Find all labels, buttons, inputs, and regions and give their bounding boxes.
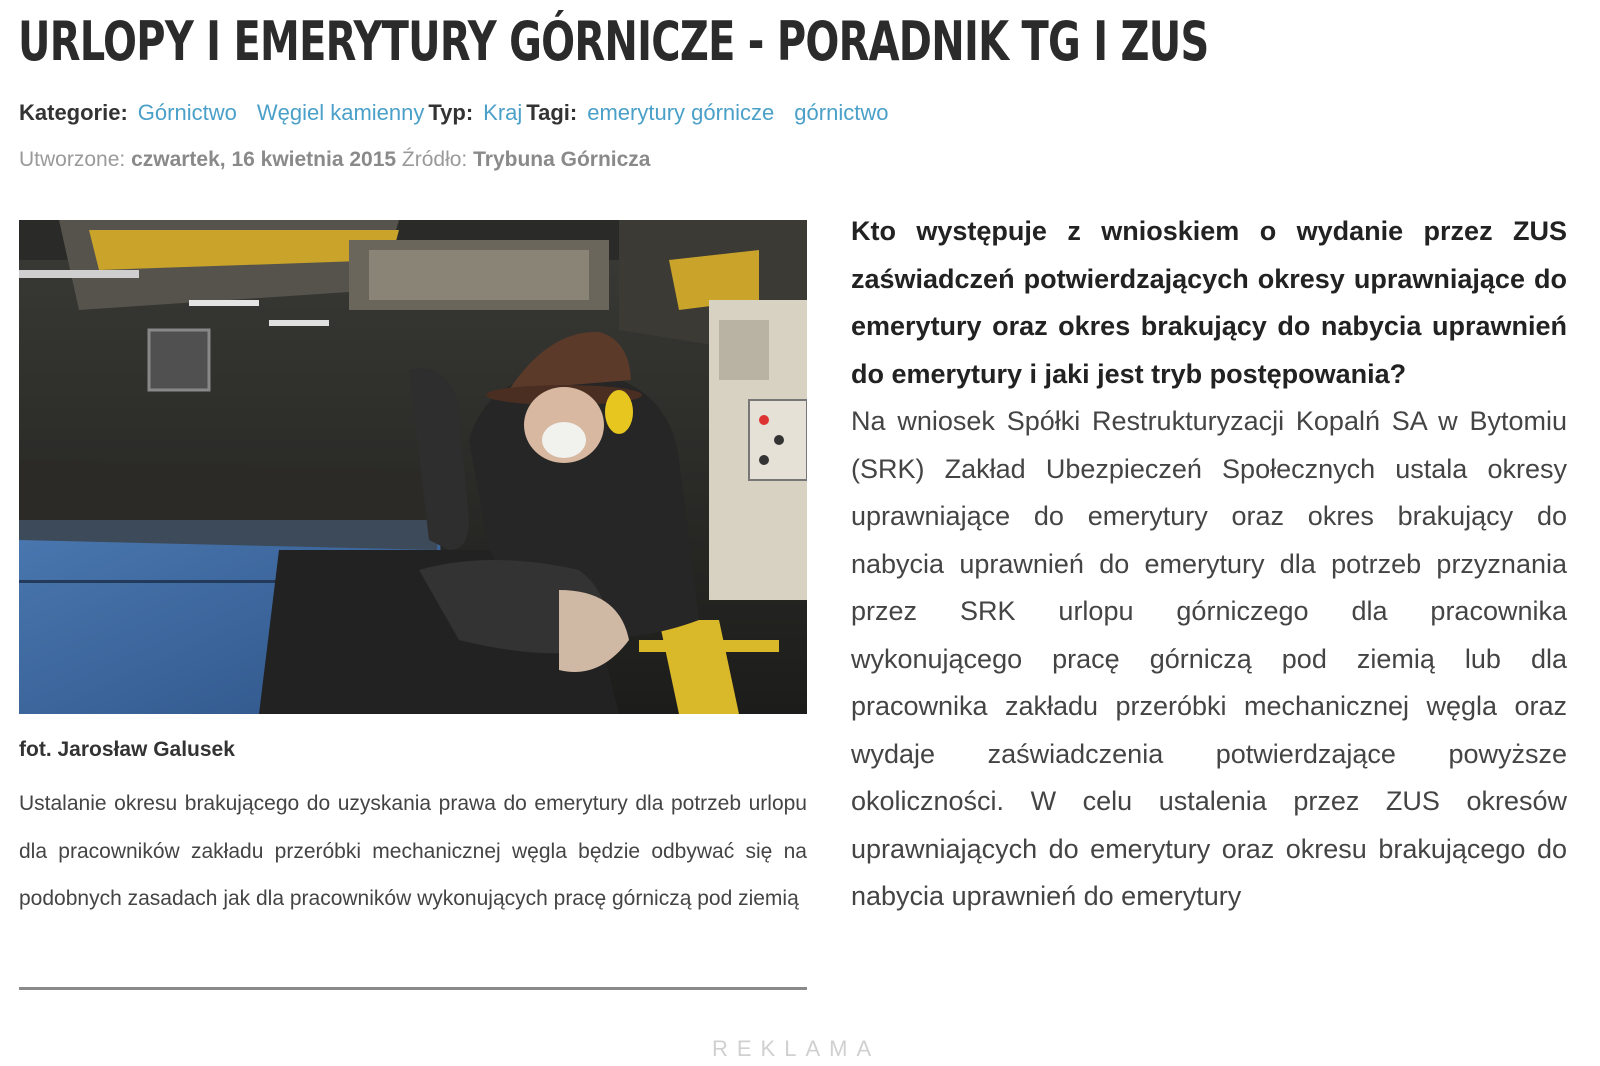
article-question: Kto występuje z wnioskiem o wydanie przez ZUS zaświadczeń potwierdzających okresy uprawniające do emerytury oraz okres brakujący do nabycia uprawnień do emerytury i jaki jest tryb postępowania? (851, 216, 1567, 389)
article-title: URLOPY I EMERYTURY GÓRNICZE - PORADNIK TG I ZUS (18, 10, 1209, 73)
tag-link-emerytury-gornicze[interactable]: emerytury górnicze (587, 100, 775, 125)
tag-link-gornictwo[interactable]: górnictwo (794, 100, 889, 125)
source-label: Źródło: (401, 148, 468, 171)
article-photo[interactable] (19, 220, 807, 714)
type-label: Typ: (428, 100, 474, 125)
type-link-kraj[interactable]: Kraj (483, 100, 523, 125)
article-content (851, 208, 1567, 921)
photo-caption: Ustalanie okresu brakującego do uzyskania prawa do emerytury dla potrzeb urlopu dla pracowników zakładu przeróbki mechanicznej węgla będzie odbywać się na podobnych zasadach jak dla pracowników wykonujących pracę górniczą pod ziemią (19, 792, 807, 910)
category-link-wegiel-kamienny[interactable]: Węgiel kamienny (256, 100, 425, 125)
ad-label: REKLAMA (712, 1036, 881, 1061)
photo-credit: fot. Jarosław Galusek (19, 738, 235, 761)
source-name: Trybuna Górnicza (473, 148, 651, 171)
miner-photo-illustration (19, 220, 807, 714)
category-link-gornictwo[interactable]: Górnictwo (137, 100, 237, 125)
meta-categories-row (19, 100, 888, 126)
article-body: Na wniosek Spółki Restrukturyzacji Kopalń SA w Bytomiu (SRK) Zakład Ubezpieczeń Społecznych ustala okresy uprawniające do emerytury oraz okres brakujący do nabycia uprawnień do emerytury dla potrzeb przyznania przez SRK urlopu górniczego dla pracownika wykonującego pracę górniczą pod ziemią lub dla pracownika zakładu przeróbki mechanicznej węgla oraz wydaje zaświadczenia potwierdzające powyższe okoliczności. W celu ustalenia przez ZUS okresów uprawniających do emerytury oraz okresu brakującego do nabycia uprawnień do emerytury (851, 406, 1567, 911)
caption-divider (19, 987, 807, 990)
article-info-row (19, 148, 650, 172)
created-date: czwartek, 16 kwietnia 2015 (131, 148, 397, 171)
categories-label: Kategorie: (19, 100, 128, 125)
created-label: Utworzone: (19, 148, 126, 171)
tags-label: Tagi: (526, 100, 578, 125)
